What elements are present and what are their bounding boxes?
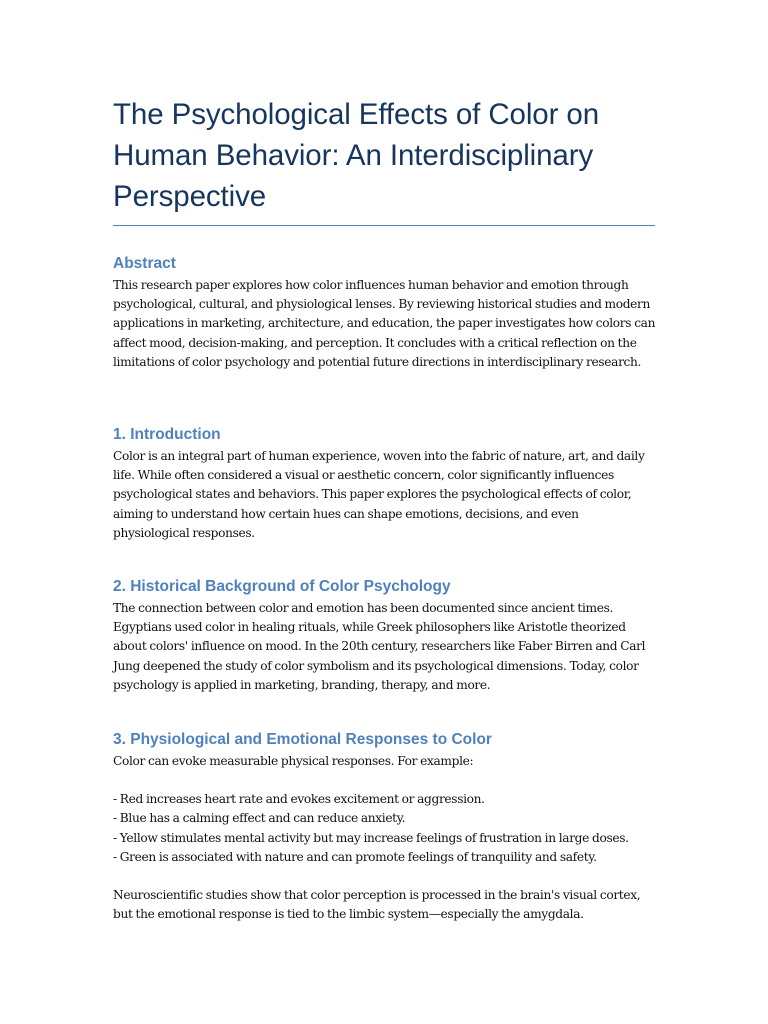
list-item: - Green is associated with nature and can promote feelings of tranquility and safety. bbox=[113, 849, 597, 864]
list-item: - Blue has a calming effect and can reduce anxiety. bbox=[113, 811, 406, 826]
introduction-section bbox=[113, 425, 658, 543]
list-item: - Red increases heart rate and evokes excitement or aggression. bbox=[113, 792, 485, 807]
introduction-text: Color is an integral part of human experience, woven into the fabric of nature, art, and daily life. While often considered a visual or aesthetic concern, color significantly influences psychological states and behaviors. This paper explores the psychological effects of color, aiming to understand how certain hues can shape emotions, decisions, and even physiological responses. bbox=[113, 449, 645, 540]
history-text: The connection between color and emotion has been documented since ancient times. Egyptians used color in healing rituals, while Greek philosophers like Aristotle theorized about colors' influence on mood. In the 20th century, researchers like Faber Birren and Carl Jung deepened the study of color symbolism and its psychological dimensions. Today, color psychology is applied in marketing, branding, therapy, and more. bbox=[113, 601, 646, 692]
title-divider bbox=[113, 225, 655, 226]
abstract-text: This research paper explores how color influences human behavior and emotion through psychological, cultural, and physiological lenses. By reviewing historical studies and modern applications in marketing, architecture, and education, the paper investigates how colors can affect mood, decision-making, and perception. It concludes with a critical reflection on the limitations of color psychology and potential future directions in interdisciplinary research. bbox=[113, 278, 656, 369]
responses-closing: Neuroscientific studies show that color perception is processed in the brain's visual cortex, but the emotional response is tied to the limbic system—especially the amygdala. bbox=[113, 888, 641, 922]
responses-heading: 3. Physiological and Emotional Responses to Color bbox=[113, 731, 492, 748]
list-item: - Yellow stimulates mental activity but may increase feelings of frustration in large doses. bbox=[113, 830, 629, 845]
introduction-heading: 1. Introduction bbox=[113, 426, 221, 443]
document-title: The Psychological Effects of Color on Human Behavior: An Interdisciplinary Perspective bbox=[113, 98, 600, 213]
responses-list bbox=[113, 790, 658, 867]
abstract-section bbox=[113, 254, 658, 372]
abstract-heading: Abstract bbox=[113, 255, 176, 272]
responses-section bbox=[113, 730, 658, 924]
history-section bbox=[113, 577, 658, 695]
document-page bbox=[113, 0, 658, 922]
responses-intro: Color can evoke measurable physical responses. For example: bbox=[113, 754, 474, 768]
history-heading: 2. Historical Background of Color Psychology bbox=[113, 578, 451, 595]
